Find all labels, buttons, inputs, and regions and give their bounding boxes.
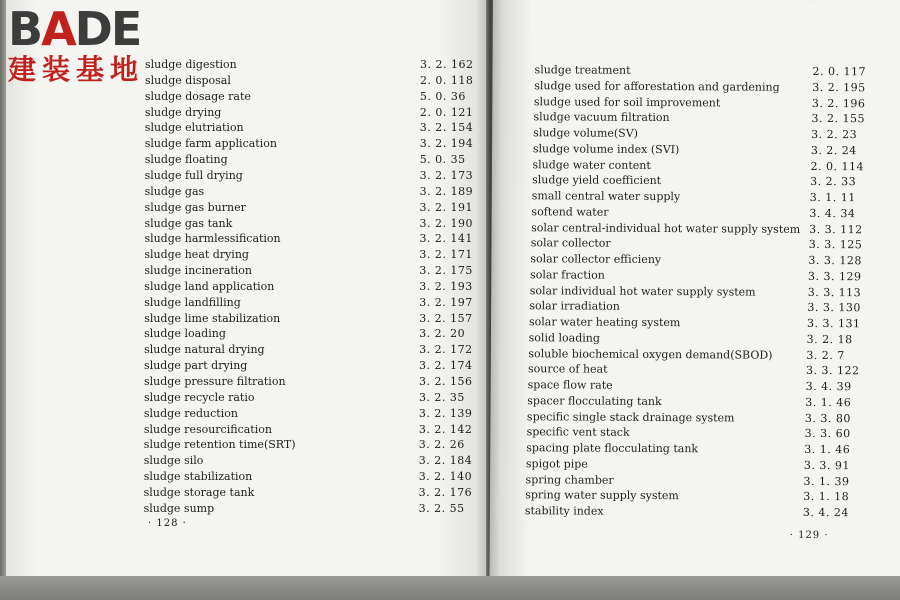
index-term: spring water supply system	[525, 488, 679, 503]
index-reference: 3. 3. 80	[804, 411, 851, 425]
index-reference: 3. 3. 112	[809, 222, 863, 236]
index-reference: 3. 2. 35	[418, 390, 465, 404]
index-term: sludge resourcification	[143, 422, 272, 436]
index-term: sludge floating	[144, 153, 228, 167]
index-term: sludge used for afforestation and gardening	[534, 79, 780, 94]
index-reference: 3. 2. 26	[418, 438, 465, 452]
index-reference: 3. 2. 140	[418, 470, 473, 484]
index-term: spacer flocculating tank	[527, 393, 662, 408]
index-reference: 3. 3. 60	[804, 427, 851, 441]
page-bottom-edge	[0, 576, 900, 600]
index-term: sludge farm application	[144, 137, 277, 151]
index-reference: 3. 2. 33	[810, 175, 857, 189]
index-term: sludge reduction	[143, 406, 238, 420]
left-page-number: · 128 ·	[148, 518, 187, 529]
index-term: sludge stabilization	[143, 470, 253, 484]
index-term: solar fraction	[530, 267, 605, 282]
index-reference: 3. 2. 194	[419, 137, 474, 151]
index-term: sludge treatment	[534, 63, 631, 77]
index-reference: 3. 2. 23	[811, 127, 858, 142]
index-term: sludge vacuum filtration	[533, 110, 670, 125]
index-term: spigot pipe	[525, 456, 588, 471]
index-reference: 3. 2. 154	[419, 121, 474, 135]
index-reference: 3. 3. 122	[805, 364, 860, 378]
index-reference: 3. 2. 174	[419, 359, 473, 373]
index-term: softend water	[531, 204, 609, 219]
logo-letters-de: DE	[74, 2, 141, 56]
index-reference: 3. 4. 24	[802, 505, 849, 520]
index-term: sludge incineration	[144, 264, 253, 278]
index-reference: 3. 2. 191	[419, 200, 474, 214]
index-reference: 3. 2. 157	[419, 311, 473, 325]
index-term: sludge gas tank	[144, 216, 233, 230]
index-term: solar central-individual hot water supply system	[531, 220, 801, 236]
index-term: sludge yield coefficient	[532, 173, 662, 188]
index-reference: 3. 1. 46	[804, 442, 851, 457]
index-reference: 5. 0. 36	[419, 89, 466, 103]
index-term: specific vent stack	[526, 425, 630, 440]
left-page	[6, 0, 488, 590]
index-reference: 3. 2. 195	[812, 80, 866, 95]
index-reference: 3. 1. 11	[809, 190, 856, 205]
index-term: sludge water content	[532, 157, 651, 172]
index-reference: 3. 2. 162	[420, 58, 474, 71]
index-reference: 3. 4. 34	[809, 206, 856, 220]
index-reference: 3. 2. 7	[806, 348, 845, 362]
index-reference: 3. 1. 39	[803, 474, 850, 488]
index-reference: 3. 2. 171	[419, 248, 473, 262]
logo-wordmark	[8, 4, 140, 54]
bade-watermark-logo	[8, 4, 178, 86]
index-term: spring chamber	[525, 472, 614, 487]
index-reference: 3. 2. 184	[418, 454, 473, 468]
index-reference: 3. 2. 172	[419, 343, 473, 357]
index-term: sludge volume(SV)	[533, 126, 639, 140]
index-term: solar individual hot water supply system	[529, 283, 756, 299]
index-term: sludge natural drying	[144, 343, 265, 357]
index-reference: 3. 2. 55	[418, 501, 465, 515]
index-reference: 3. 3. 131	[806, 316, 861, 331]
index-term: sludge storage tank	[143, 485, 255, 499]
logo-letter-b: B	[8, 2, 42, 56]
index-term: space flow rate	[527, 378, 613, 392]
index-reference: 3. 2. 197	[419, 295, 473, 309]
index-reference: 3. 3. 113	[807, 285, 862, 299]
index-reference: 3. 2. 141	[419, 232, 473, 246]
index-reference: 2. 0. 121	[419, 105, 474, 119]
index-term: specific single stack drainage system	[526, 409, 735, 424]
index-term: solar collector	[530, 236, 611, 250]
index-reference: 3. 2. 176	[418, 485, 473, 499]
index-reference: 3. 2. 189	[419, 184, 474, 198]
index-reference: 3. 3. 91	[803, 458, 850, 472]
index-reference: 2. 0. 118	[419, 73, 474, 87]
index-term: solar water heating system	[528, 315, 681, 330]
index-term: sludge silo	[143, 454, 204, 468]
logo-letter-a: A	[41, 2, 75, 56]
index-reference: 3. 2. 24	[810, 143, 857, 157]
index-reference: 3. 4. 39	[805, 379, 852, 394]
index-reference: 3. 3. 125	[808, 238, 863, 252]
index-reference: 3. 2. 190	[419, 216, 473, 230]
index-term: sludge part drying	[144, 359, 248, 373]
index-reference: 3. 2. 175	[419, 264, 473, 278]
index-term: sludge full drying	[144, 168, 243, 182]
index-reference: 2. 0. 114	[810, 159, 865, 173]
index-term: sludge gas	[144, 184, 205, 198]
index-term: sludge pressure filtration	[144, 375, 286, 388]
index-term: sludge dosage rate	[144, 89, 251, 103]
index-reference: 3. 3. 130	[807, 301, 861, 315]
right-page-number: · 129 ·	[789, 529, 829, 542]
index-term: sludge loading	[144, 327, 226, 341]
index-term: sludge used for soil improvement	[533, 94, 721, 109]
right-page	[489, 0, 900, 586]
index-term: solid loading	[528, 330, 600, 345]
index-term: source of heat	[527, 362, 608, 376]
index-term: sludge disposal	[144, 73, 231, 87]
index-term: sludge drying	[144, 105, 222, 119]
index-term: sludge recycle ratio	[143, 390, 255, 404]
index-reference: 5. 0. 35	[419, 153, 466, 167]
index-reference: 3. 3. 129	[808, 269, 862, 284]
index-term: soluble biochemical oxygen demand(SBOD)	[528, 346, 773, 362]
index-reference: 3. 1. 18	[803, 490, 850, 504]
logo-chinese-text: 建装基地	[8, 53, 145, 86]
index-term: sludge gas burner	[144, 200, 246, 214]
index-term: small central water supply	[531, 189, 681, 204]
index-reference: 3. 2. 142	[418, 422, 473, 436]
index-reference: 3. 2. 18	[806, 332, 853, 346]
index-term: solar irradiation	[529, 299, 620, 314]
index-reference: 3. 2. 20	[419, 327, 466, 341]
index-term: sludge landfilling	[144, 295, 241, 309]
index-term: solar collector efficieny	[530, 252, 662, 267]
index-reference: 3. 2. 196	[811, 96, 866, 110]
index-term: stability index	[524, 504, 604, 518]
index-reference: 2. 0. 117	[812, 64, 867, 79]
index-term: sludge sump	[143, 501, 215, 515]
index-reference: 3. 2. 156	[419, 375, 473, 388]
index-term: sludge harmlessification	[144, 232, 281, 246]
index-term: sludge land application	[144, 279, 275, 293]
index-reference: 3. 2. 173	[419, 168, 474, 182]
index-reference: 3. 2. 193	[419, 279, 473, 293]
index-term: sludge volume index (SVI)	[532, 141, 680, 156]
index-term: spacing plate flocculating tank	[526, 441, 699, 456]
index-reference: 3. 3. 128	[808, 253, 862, 268]
index-term: sludge retention time(SRT)	[143, 438, 296, 452]
index-term: sludge heat drying	[144, 248, 249, 262]
index-term: sludge elutriation	[144, 121, 244, 135]
index-term: sludge lime stabilization	[144, 311, 281, 325]
index-reference: 3. 2. 139	[418, 406, 473, 420]
index-reference: 3. 1. 46	[805, 395, 852, 409]
index-reference: 3. 2. 155	[811, 112, 866, 126]
index-term: sludge digestion	[145, 58, 237, 71]
